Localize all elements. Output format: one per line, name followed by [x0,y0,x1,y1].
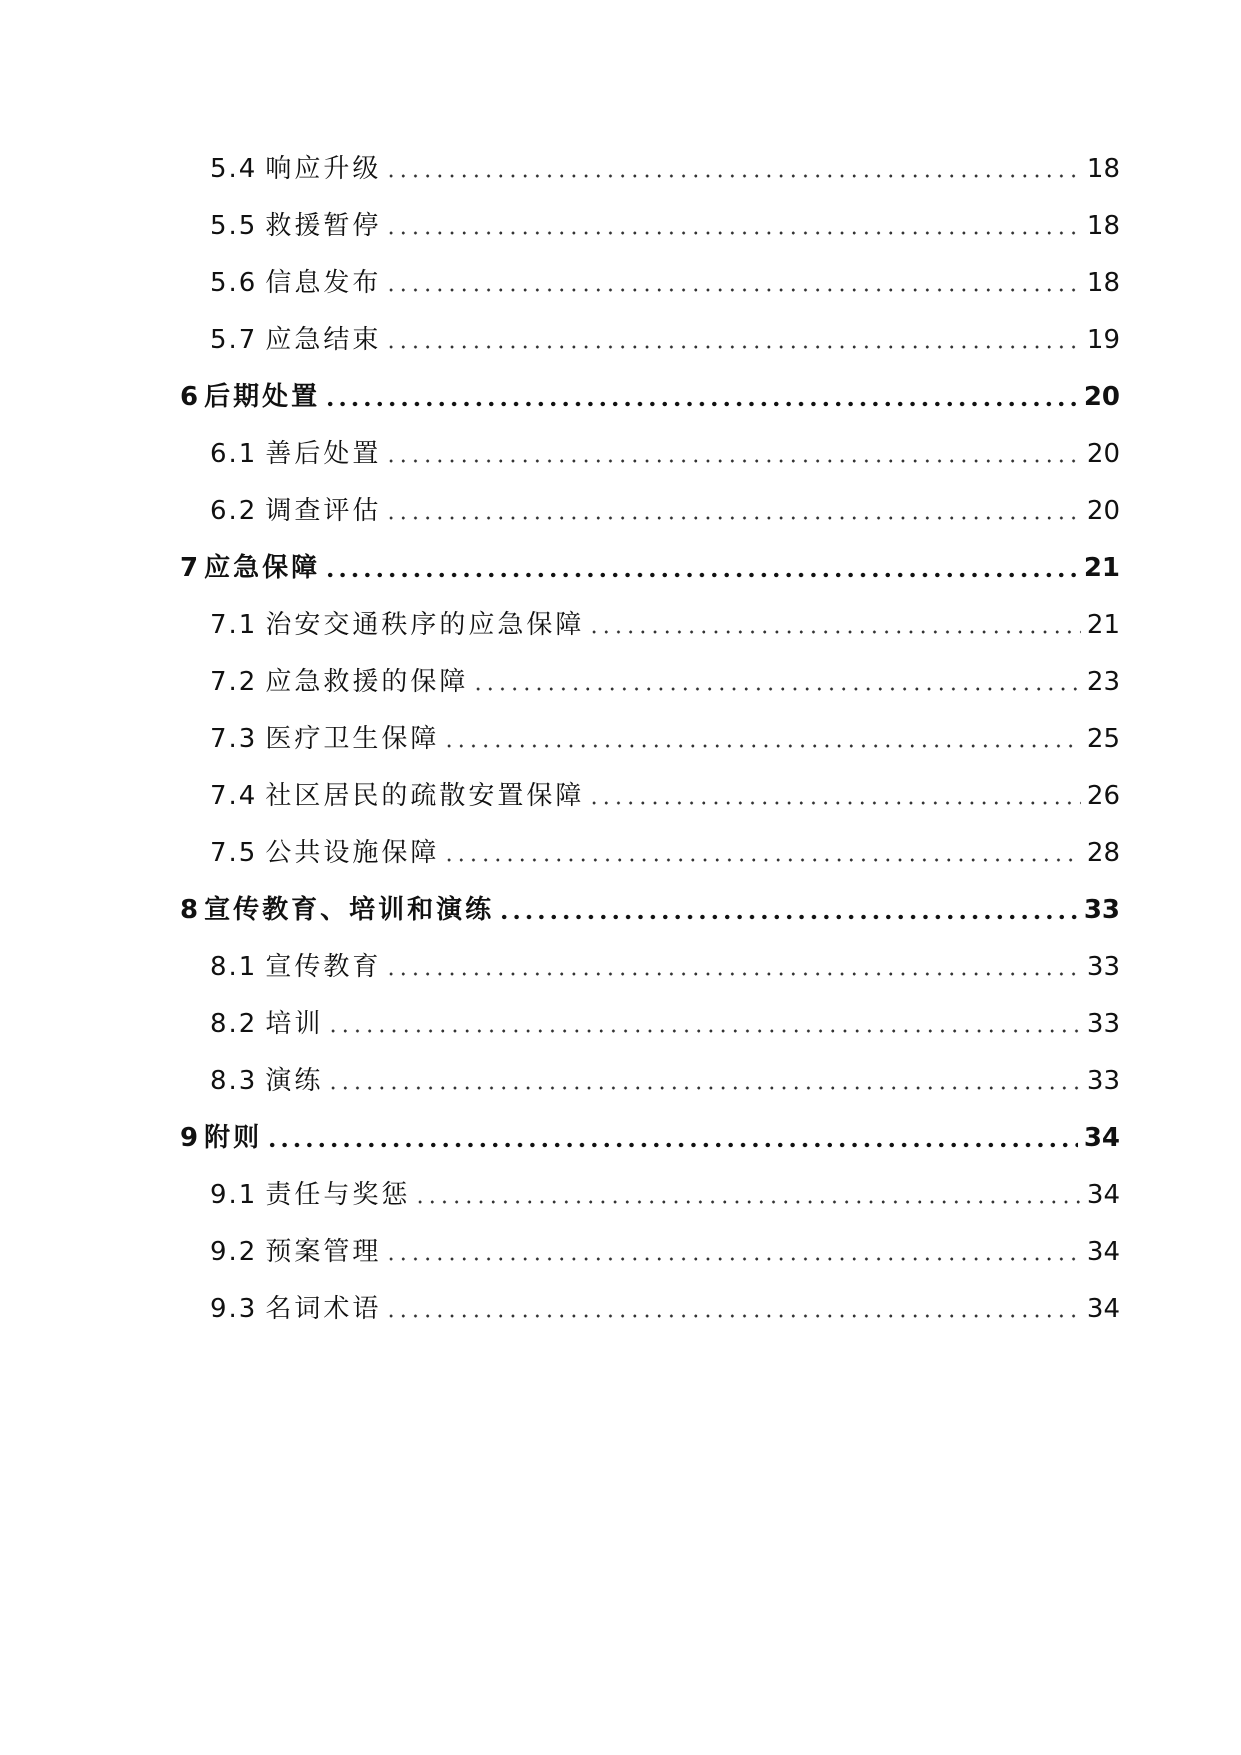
toc-entry-number: 6.2 [210,495,258,526]
toc-dot-leader [588,627,1081,637]
toc-chapter-entry[interactable] [180,1109,1120,1166]
toc-entry-page-number: 21 [1083,552,1120,583]
toc-entry-page-number: 23 [1086,666,1120,697]
toc-section-entry[interactable] [180,1223,1120,1280]
toc-entry-title: 信息发布 [265,267,382,298]
toc-entry-number: 7.5 [210,837,258,868]
toc-chapter-entry[interactable] [180,881,1120,938]
toc-entry-title: 宣传教育 [265,951,382,982]
toc-section-entry[interactable] [180,425,1120,482]
toc-entry-number: 7.2 [210,666,258,697]
toc-dot-leader [327,1083,1081,1093]
toc-section-entry[interactable] [180,653,1120,710]
toc-entry-page-number: 18 [1086,210,1120,241]
toc-dot-leader [266,1140,1078,1150]
toc-dot-leader [327,1026,1081,1036]
toc-entry-title: 治安交通秩序的应急保障 [265,609,585,640]
toc-dot-leader [414,1197,1081,1207]
toc-entry-number: 8.3 [210,1065,258,1096]
toc-dot-leader [385,228,1081,238]
toc-entry-number: 7.4 [210,780,258,811]
toc-entry-number: 6.1 [210,438,258,469]
toc-dot-leader [385,1254,1081,1264]
toc-section-entry[interactable] [180,767,1120,824]
toc-section-entry[interactable] [180,254,1120,311]
toc-entry-number: 8.2 [210,1008,258,1039]
toc-section-entry[interactable] [180,311,1120,368]
toc-entry-number: 8 [180,894,199,925]
toc-entry-title: 调查评估 [265,495,382,526]
toc-entry-page-number: 28 [1086,837,1120,868]
toc-entry-number: 7.3 [210,723,258,754]
toc-entry-number: 5.6 [210,267,258,298]
toc-section-entry[interactable] [180,197,1120,254]
toc-entry-number: 5.5 [210,210,258,241]
toc-entry-page-number: 34 [1083,1122,1120,1153]
toc-dot-leader [385,969,1081,979]
toc-entry-page-number: 33 [1086,1008,1120,1039]
toc-entry-number: 5.7 [210,324,258,355]
toc-dot-leader [443,855,1081,865]
toc-section-entry[interactable] [180,938,1120,995]
toc-entry-title: 演练 [265,1065,324,1096]
toc-dot-leader [324,399,1078,409]
toc-entry-page-number: 34 [1086,1179,1120,1210]
toc-dot-leader [385,1311,1081,1321]
toc-section-entry[interactable] [180,482,1120,539]
toc-entry-title: 善后处置 [265,438,382,469]
toc-entry-number: 9.2 [210,1236,258,1267]
toc-entry-title: 应急救援的保障 [265,666,469,697]
toc-entry-page-number: 34 [1086,1236,1120,1267]
toc-entry-title: 响应升级 [265,153,382,184]
toc-entry-number: 6 [180,381,199,412]
toc-section-entry[interactable] [180,824,1120,881]
toc-entry-page-number: 33 [1083,894,1120,925]
toc-section-entry[interactable] [180,1166,1120,1223]
toc-entry-title: 救援暂停 [265,210,382,241]
toc-entry-page-number: 20 [1086,495,1120,526]
toc-entry-page-number: 33 [1086,951,1120,982]
toc-chapter-entry[interactable] [180,368,1120,425]
toc-dot-leader [385,456,1081,466]
toc-section-entry[interactable] [180,1052,1120,1109]
toc-entry-number: 5.4 [210,153,258,184]
toc-entry-title: 培训 [265,1008,324,1039]
toc-entry-title: 责任与奖惩 [265,1179,411,1210]
toc-entry-title: 应急保障 [204,552,321,583]
toc-entry-page-number: 20 [1086,438,1120,469]
toc-entry-title: 宣传教育、培训和演练 [204,894,495,925]
toc-entry-page-number: 20 [1083,381,1120,412]
toc-section-entry[interactable] [180,140,1120,197]
toc-entry-page-number: 21 [1086,609,1120,640]
toc-entry-title: 医疗卫生保障 [265,723,440,754]
toc-dot-leader [472,684,1081,694]
toc-entry-page-number: 19 [1086,324,1120,355]
toc-entry-number: 8.1 [210,951,258,982]
toc-entry-page-number: 18 [1086,267,1120,298]
toc-entry-title: 后期处置 [204,381,321,412]
toc-dot-leader [385,342,1081,352]
toc-entry-title: 预案管理 [265,1236,382,1267]
toc-dot-leader [385,513,1081,523]
toc-entry-number: 7.1 [210,609,258,640]
toc-entry-page-number: 33 [1086,1065,1120,1096]
toc-entry-title: 应急结束 [265,324,382,355]
toc-entry-title: 公共设施保障 [265,837,440,868]
toc-entry-page-number: 25 [1086,723,1120,754]
toc-chapter-entry[interactable] [180,539,1120,596]
toc-dot-leader [385,285,1081,295]
toc-section-entry[interactable] [180,1280,1120,1337]
table-of-contents [180,140,1120,1337]
toc-entry-page-number: 18 [1086,153,1120,184]
toc-section-entry[interactable] [180,710,1120,767]
toc-section-entry[interactable] [180,596,1120,653]
toc-entry-number: 9.3 [210,1293,258,1324]
toc-dot-leader [324,570,1078,580]
toc-dot-leader [588,798,1081,808]
toc-entry-title: 名词术语 [265,1293,382,1324]
toc-dot-leader [443,741,1081,751]
toc-dot-leader [385,171,1081,181]
toc-entry-number: 7 [180,552,199,583]
toc-entry-page-number: 34 [1086,1293,1120,1324]
toc-entry-title: 社区居民的疏散安置保障 [265,780,585,811]
toc-dot-leader [498,912,1078,922]
toc-section-entry[interactable] [180,995,1120,1052]
toc-entry-number: 9 [180,1122,199,1153]
toc-entry-page-number: 26 [1086,780,1120,811]
toc-entry-number: 9.1 [210,1179,258,1210]
toc-entry-title: 附则 [204,1122,263,1153]
